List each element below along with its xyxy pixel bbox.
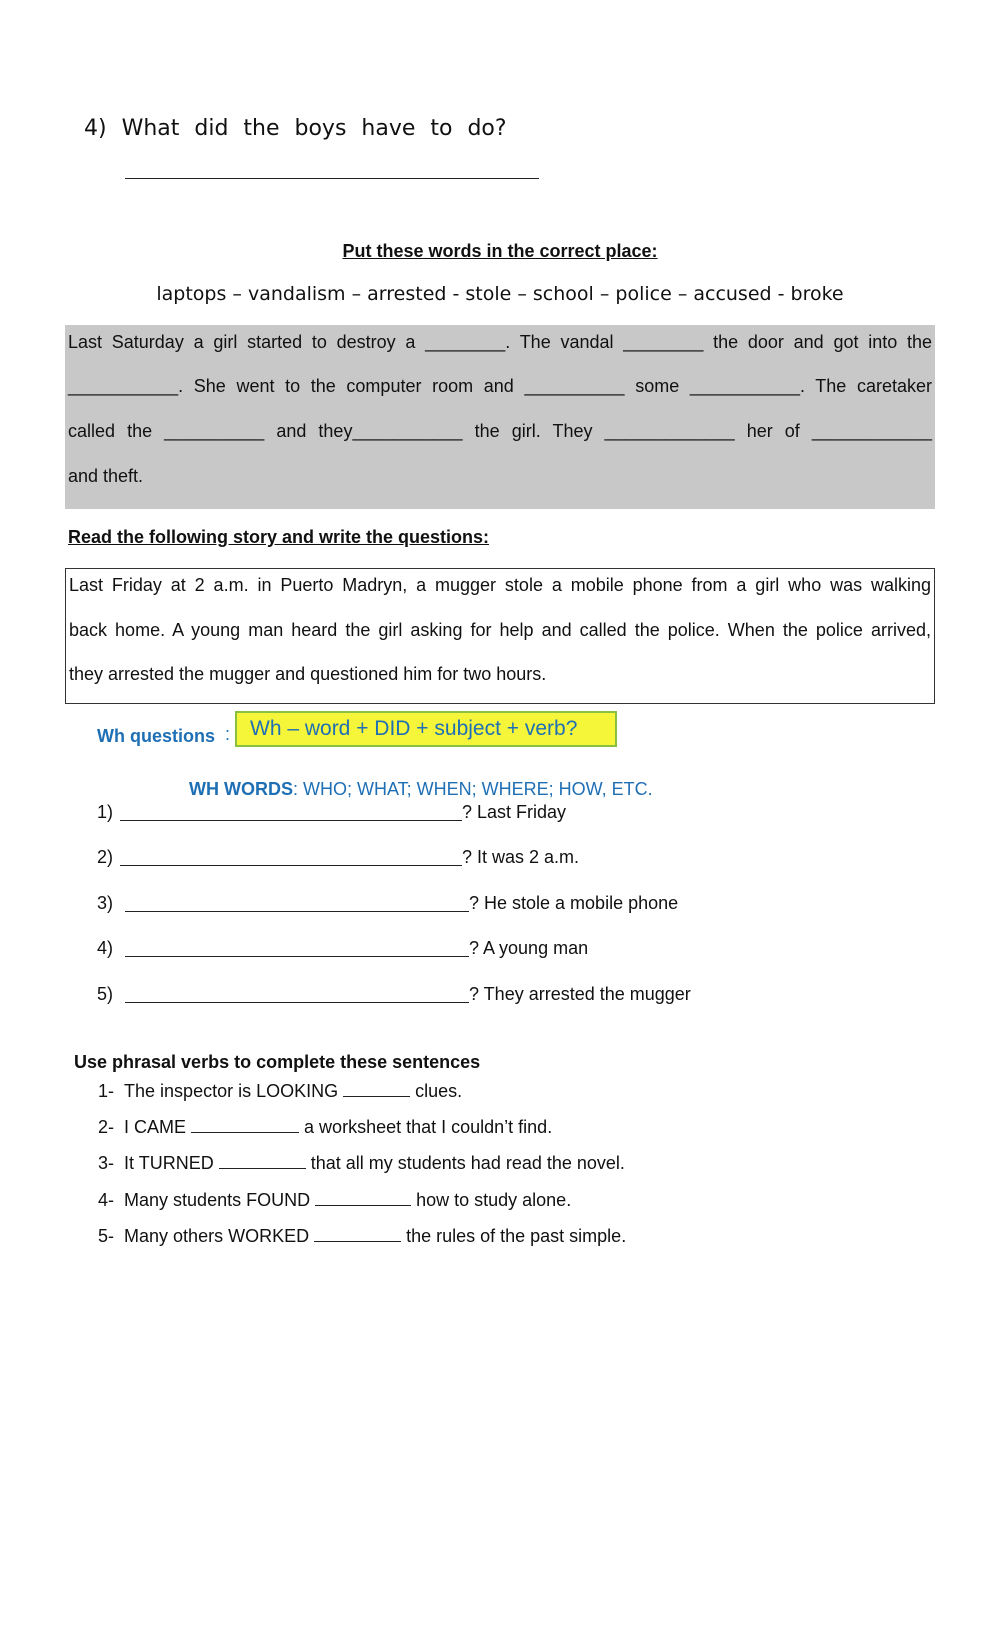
phrasal-number: 1- [98,1081,115,1101]
gap-text: called the [68,421,165,441]
gap-blank[interactable]: __________ [524,376,625,396]
phrasal-item [98,1079,462,1102]
gap-line-1 [68,331,932,353]
gap-blank[interactable]: ___________ [68,376,179,396]
wh-formula-box: Wh – word + DID + subject + verb? [235,711,617,747]
word-bank: laptops – vandalism – arrested - stole – school – police – accused - broke [156,283,844,305]
phrasal-text: the rules of the past simple. [401,1226,627,1246]
gap-text: the girl. They [462,421,605,441]
wh-questions-colon: : [225,724,231,744]
question-answer: ? A young man [469,938,589,958]
gap-text: the door and got into the [703,332,933,352]
phrasal-text: Many others WORKED [124,1226,315,1246]
gap-blank[interactable]: _____________ [604,421,735,441]
phrasal-item [98,1151,625,1174]
gap-text: . The vandal [505,332,624,352]
phrasal-text: that all my students had read the novel. [305,1153,625,1173]
story-line-2: back home. A young man heard the girl asking for help and called the police. When the police arrived, [69,620,931,640]
wh-words [189,779,653,800]
answer-blank[interactable] [125,911,469,912]
story-heading: Read the following story and write the questions: [68,527,490,547]
story-line-1: Last Friday at 2 a.m. in Puerto Madryn, a mugger stole a mobile phone from a girl who was walking [69,575,931,595]
phrasal-blank[interactable] [191,1115,299,1133]
phrasal-text: a worksheet that I couldn’t find. [299,1117,553,1137]
story-box [65,568,935,704]
phrasal-text: how to study alone. [411,1190,572,1210]
gap-line-3 [68,420,932,442]
phrasal-blank[interactable] [314,1224,401,1242]
gap-text: and they [264,421,353,441]
gap-text: Last Saturday a girl started to destroy a [68,332,426,352]
gap-text: and theft. [68,466,144,486]
gap-fill-heading: Put these words in the correct place: [342,241,658,261]
phrasal-number: 3- [98,1153,115,1173]
question-answer: ? They arrested the mugger [469,984,691,1004]
phrasal-number: 5- [98,1226,115,1246]
question-answer: ? Last Friday [462,802,567,822]
phrasal-item [98,1188,571,1211]
gap-blank[interactable]: ________ [623,332,704,352]
gap-text: . She went to the computer room and [178,376,525,396]
question-number: 2) [97,847,114,867]
gap-blank[interactable]: ___________ [689,376,800,396]
gap-blank[interactable]: ____________ [811,421,933,441]
gap-blank[interactable]: ________ [425,332,506,352]
phrasal-text: It TURNED [124,1153,219,1173]
gap-blank[interactable]: ___________ [352,421,463,441]
answer-blank[interactable] [125,1002,469,1003]
phrasal-text: I CAME [124,1117,192,1137]
question-number: 4) [97,938,114,958]
gap-text: her of [734,421,812,441]
phrasal-item [98,1224,626,1247]
answer-blank[interactable] [125,956,469,957]
phrasal-text: clues. [410,1081,463,1101]
story-line-3: they arrested the mugger and questioned him for two hours. [69,664,547,684]
phrasal-blank[interactable] [219,1151,306,1169]
gap-blank[interactable]: __________ [164,421,265,441]
wh-words-list: : WHO; WHAT; WHEN; WHERE; HOW, ETC. [292,779,653,799]
phrasal-item [98,1115,552,1138]
phrasal-number: 4- [98,1190,115,1210]
phrasal-number: 2- [98,1117,115,1137]
phrasal-blank[interactable] [315,1188,411,1206]
answer-blank[interactable] [120,865,462,866]
gap-line-4 [68,465,932,487]
question-number: 5) [97,984,114,1004]
answer-blank[interactable] [120,820,462,821]
phrasal-heading: Use phrasal verbs to complete these sentences [74,1052,481,1072]
question-number: 3) [97,893,114,913]
answer-line-question-4[interactable] [125,178,539,179]
question-answer: ? It was 2 a.m. [462,847,580,867]
question-number: 1) [97,802,114,822]
gap-text: some [624,376,690,396]
gap-fill-paragraph [65,325,935,509]
question-answer: ? He stole a mobile phone [469,893,679,913]
question-4: 4) What did the boys have to do? [84,116,507,141]
wh-questions-label: Wh questions [97,726,215,746]
phrasal-text: The inspector is LOOKING [124,1081,344,1101]
phrasal-text: Many students FOUND [124,1190,316,1210]
wh-words-label: WH WORDS [189,779,293,799]
gap-text: . The caretaker [799,376,932,396]
gap-line-2 [68,375,932,397]
phrasal-blank[interactable] [343,1079,410,1097]
